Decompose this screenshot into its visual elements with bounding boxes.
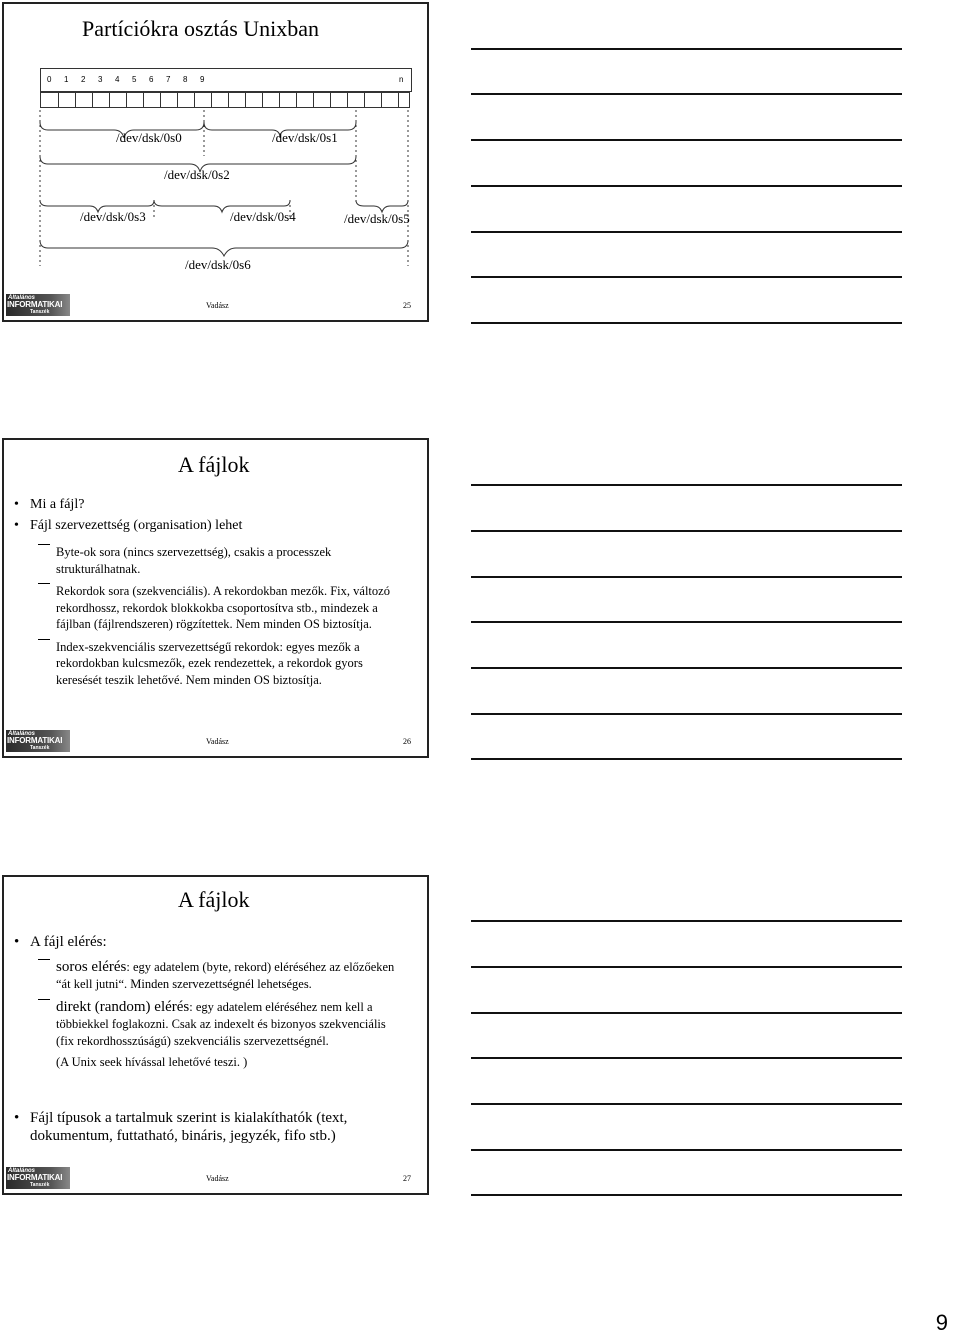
tick-label: 9: [200, 75, 205, 84]
slide-25: [2, 2, 429, 322]
footer-slide-number: 25: [403, 301, 411, 310]
note-line: [471, 713, 902, 715]
note-line: [471, 667, 902, 669]
department-logo: Általános INFORMATIKAI Tanszék: [6, 1167, 70, 1189]
access-type-term: soros elérés: [56, 959, 127, 975]
partition-label-s1: /dev/dsk/0s1: [272, 130, 338, 145]
note-line: [471, 920, 902, 922]
partition-label-s5: /dev/dsk/0s5: [344, 211, 410, 226]
note-line: [471, 621, 902, 623]
partition-label-s6: /dev/dsk/0s6: [185, 257, 251, 272]
note-line: [471, 1149, 902, 1151]
sub-bullet-item: [6, 999, 406, 1050]
brace-s6: [40, 240, 408, 256]
bullet-item: • Mi a fájl?: [6, 496, 416, 514]
bullet-list: [6, 496, 416, 540]
bullet-item: • Fájl típusok a tartalmuk szerint is kialakíthatók (text, dokumentum, futtatható, bináris, jegyzék, fifo stb.): [6, 1109, 406, 1145]
tick-label: 6: [149, 75, 154, 84]
slide-26: [2, 438, 429, 758]
note-line: [471, 276, 902, 278]
note-line: [471, 576, 902, 578]
note-line: [471, 1194, 902, 1196]
note-line: [471, 48, 902, 50]
note-line: [471, 139, 902, 141]
sub-note: (A Unix seek hívással lehetővé teszi. ): [56, 1055, 248, 1069]
department-logo: Általános INFORMATIKAI Tanszék: [6, 730, 70, 752]
slide-title: A fájlok: [178, 887, 250, 912]
footer-author: Vadász: [206, 737, 229, 746]
sub-bullet-list: [6, 959, 406, 1071]
page-number: 9: [935, 1310, 948, 1335]
department-logo: Általános INFORMATIKAI Tanszék: [6, 294, 70, 316]
access-type-desc: : egy adatelem eléréséhez nem kell a többiekkel foglakozni. Csak az indexelt és bizonyos szekvenciális (fix rekordhosszúságú) szekvenciális szervezettségnél.: [56, 1000, 386, 1048]
access-type-desc: : egy adatelem (byte, rekord) eléréséhez az előzőeken “át kell jutni“. Minden szervezettségnél lehetséges.: [56, 960, 395, 991]
slide-footer: [4, 290, 427, 320]
note-line: [471, 185, 902, 187]
note-line: [471, 1057, 902, 1059]
partition-label-s3: /dev/dsk/0s3: [80, 209, 146, 224]
footer-author: Vadász: [206, 1174, 229, 1183]
tick-label: 5: [132, 75, 137, 84]
slide-title: A fájlok: [178, 452, 250, 477]
note-line: [471, 758, 902, 760]
footer-slide-number: 26: [403, 737, 411, 746]
bullet-list: [6, 933, 416, 951]
footer-slide-number: 27: [403, 1174, 411, 1183]
sub-bullet-item: Index-szekvenciális szervezettségű rekordok: egyes mezők a rekordokban kulcsmezők, ezek rendezettek, a rekordok gyors keresését teszik lehetővé. Nem minden OS biztosítja.: [6, 639, 406, 689]
partition-label-s0: /dev/dsk/0s0: [116, 130, 182, 145]
tick-label: 0: [47, 75, 52, 84]
note-line: [471, 322, 902, 324]
note-line: [471, 231, 902, 233]
sub-bullet-item: Rekordok sora (szekvenciális). A rekordokban mezők. Fix, változó rekordhossz, rekordok blokkokba csoportosítva stb., mindezek a fájlban (fájlrendszeren) rögzítettek. Nem minden OS biztosítja.: [6, 583, 406, 633]
slide-footer: [4, 726, 427, 756]
tick-label: n: [399, 75, 404, 84]
slide-title: Partíciókra osztás Unixban: [82, 16, 320, 41]
note-line: [471, 966, 902, 968]
slide-27: [2, 875, 429, 1195]
tick-label: 4: [115, 75, 120, 84]
bullet-item: • A fájl elérés:: [6, 933, 416, 951]
bullet-list: [6, 1109, 406, 1145]
sub-bullet-item: Byte-ok sora (nincs szervezettség), csakis a processzek strukturálhatnak.: [6, 544, 406, 577]
slide-footer: [4, 1163, 427, 1193]
bullet-item: • Fájl szervezettség (organisation) lehet: [6, 517, 416, 535]
note-line: [471, 484, 902, 486]
sub-bullet-list: [6, 544, 406, 688]
partition-label-s2: /dev/dsk/0s2: [164, 167, 230, 182]
tick-label: 3: [98, 75, 103, 84]
partition-label-s4: /dev/dsk/0s4: [230, 209, 296, 224]
partition-braces: [4, 4, 431, 324]
tick-label: 1: [64, 75, 69, 84]
footer-author: Vadász: [206, 301, 229, 310]
sub-bullet-item: [6, 959, 406, 993]
note-line: [471, 1012, 902, 1014]
note-line: [471, 1103, 902, 1105]
note-line: [471, 530, 902, 532]
tick-label: 7: [166, 75, 171, 84]
tick-label: 8: [183, 75, 188, 84]
access-type-term: direkt (random) elérés: [56, 999, 190, 1015]
note-line: [471, 93, 902, 95]
tick-label: 2: [81, 75, 86, 84]
